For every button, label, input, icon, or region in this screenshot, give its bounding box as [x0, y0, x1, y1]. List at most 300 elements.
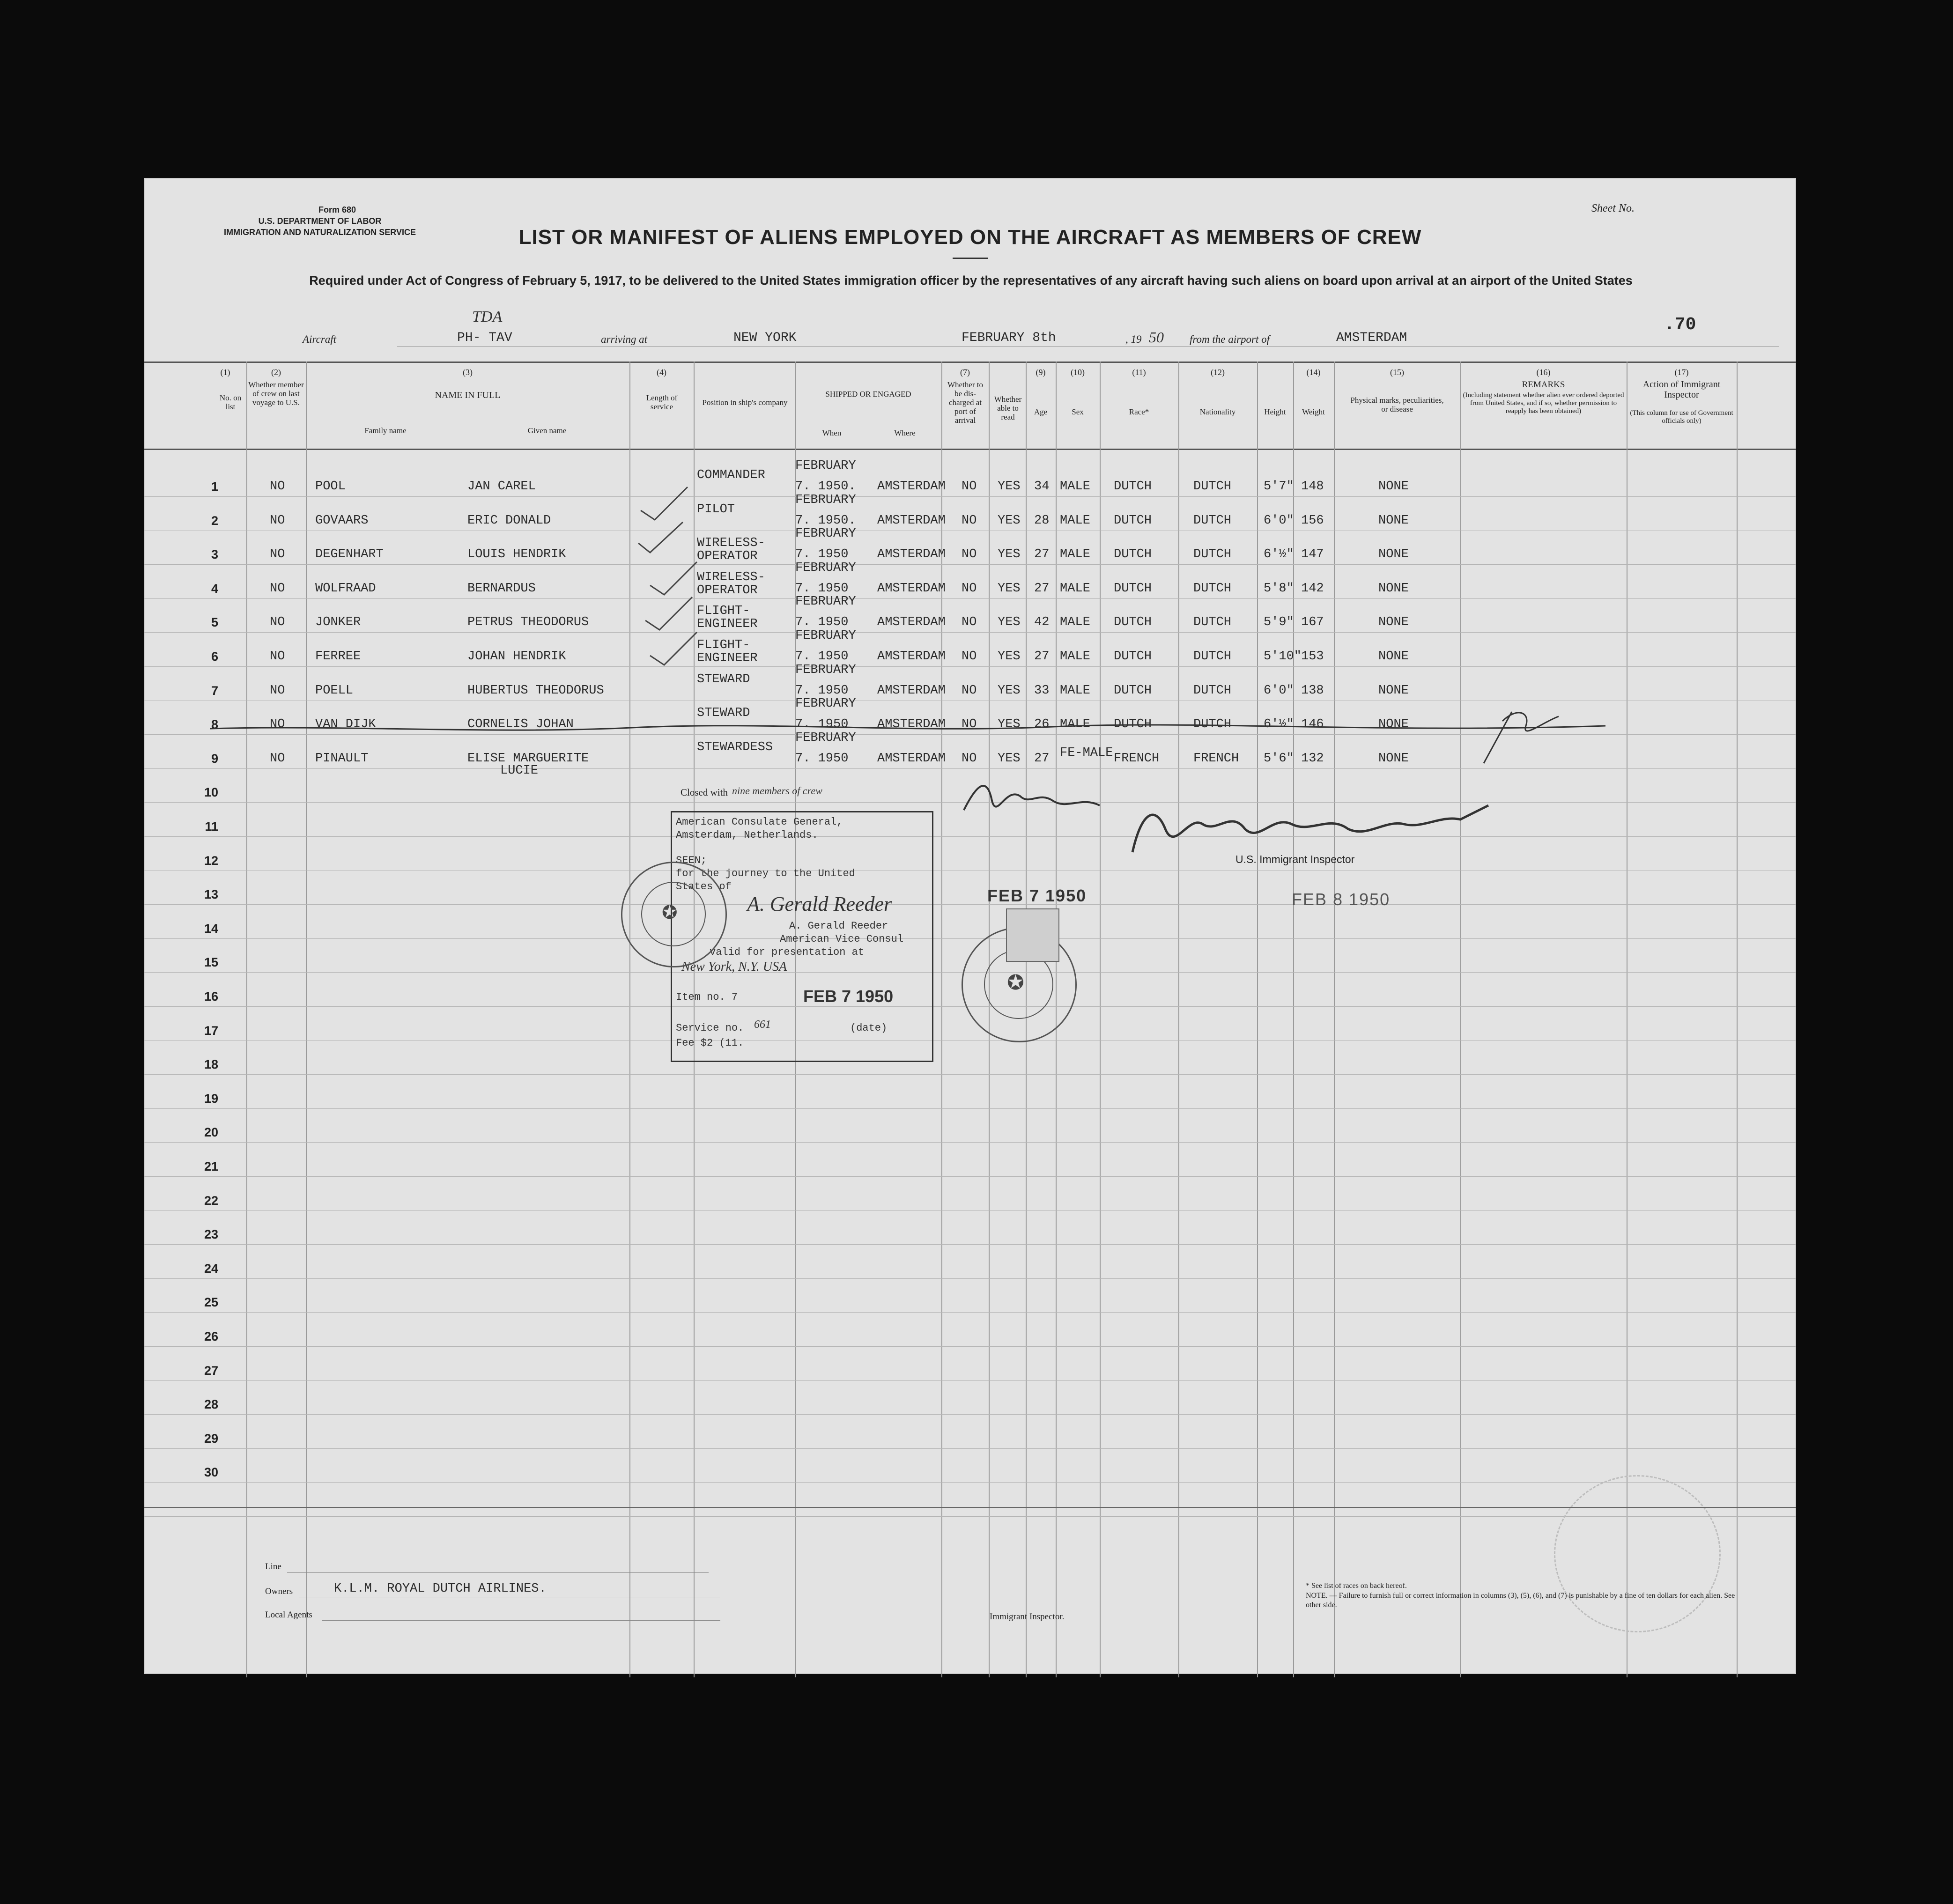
given-name: JAN CAREL [467, 480, 536, 494]
agents-label: Local Agents [265, 1610, 312, 1620]
shipped-where: AMSTERDAM [877, 615, 946, 630]
arriving-label: arriving at [601, 333, 648, 345]
able-to-read: YES [998, 751, 1021, 766]
sex: MALE [1060, 615, 1090, 630]
age: 34 [1034, 480, 1050, 494]
discharged: NO [962, 480, 977, 494]
age: 33 [1034, 683, 1050, 698]
row-number: 4 [211, 581, 218, 596]
col-separator [306, 362, 307, 1677]
consulate-seal [621, 862, 727, 967]
row-line [144, 904, 1796, 905]
sex: MALE [1060, 717, 1090, 732]
given-name: CORNELIS JOHAN [467, 717, 574, 732]
row-line [144, 496, 1796, 497]
position: STEWARDESS [697, 740, 773, 754]
col-12-number: (12) [1211, 368, 1225, 377]
document-title: LIST OR MANIFEST OF ALIENS EMPLOYED ON THE AIRCRAFT AS MEMBERS OF CREW [518, 226, 1422, 249]
col-17-note: (This column for use of Government officials only) [1630, 409, 1733, 425]
line-label: Line [265, 1562, 281, 1572]
row-number: 7 [211, 683, 218, 698]
race: DUTCH [1114, 513, 1152, 528]
weight: 132 [1301, 751, 1324, 766]
row-number: 8 [211, 717, 218, 732]
row-line [144, 1278, 1796, 1279]
family-name: GOVAARS [315, 513, 369, 528]
row-line [144, 666, 1796, 667]
sex: MALE [1060, 513, 1090, 528]
family-name: POELL [315, 683, 354, 698]
prev-voyage: NO [270, 649, 285, 664]
height: 5'6" [1264, 751, 1294, 766]
aircraft-label: Aircraft [303, 333, 336, 345]
shipped-where: AMSTERDAM [877, 547, 946, 562]
shipped-where: AMSTERDAM [877, 717, 946, 732]
row-line [144, 1482, 1796, 1483]
position: WIRELESS- [697, 536, 765, 551]
physical-marks: NONE [1378, 513, 1409, 528]
given-name: ELISE MARGUERITE [467, 751, 589, 766]
row-number: 25 [204, 1295, 218, 1310]
stamp-line: valid for presentation at [710, 946, 865, 958]
race: DUTCH [1114, 649, 1152, 664]
weight: 142 [1301, 581, 1324, 596]
race: DUTCH [1114, 683, 1152, 698]
row-number: 17 [204, 1023, 218, 1038]
stamp-line: Amsterdam, Netherlands. [676, 829, 818, 841]
weight: 146 [1301, 717, 1324, 732]
col-12-header: Nationality [1199, 407, 1236, 416]
col-separator [1178, 362, 1179, 1677]
shipped-when: FEBRUARY [795, 697, 856, 711]
physical-marks: NONE [1378, 547, 1409, 562]
footer-rule [144, 1507, 1796, 1508]
discharged: NO [962, 649, 977, 664]
col-17-header: Action of Immigrant Inspector [1642, 379, 1721, 400]
col-6a-header: When [822, 428, 842, 437]
col-7-number: (7) [960, 368, 970, 377]
position-cont: OPERATOR [697, 549, 758, 564]
position-cont: OPERATOR [697, 583, 758, 598]
age: 42 [1034, 615, 1050, 630]
shipped-when: FEBRUARY [795, 629, 856, 643]
col-17-number: (17) [1674, 368, 1689, 377]
family-name: PINAULT [315, 751, 369, 766]
weight: 156 [1301, 513, 1324, 528]
col-9-header: Age [1034, 407, 1048, 416]
col-2-header: Whether member of crew on last voyage to U.S. [248, 380, 304, 407]
position: FLIGHT- [697, 638, 750, 652]
row-line [144, 1516, 1796, 1517]
shipped-when: FEBRUARY [795, 459, 856, 473]
col-6-header: SHIPPED OR ENGAGED [825, 390, 911, 399]
col-14-number: (14) [1306, 368, 1321, 377]
position: PILOT [697, 502, 735, 517]
col-separator [1737, 362, 1738, 1677]
row-number: 30 [204, 1465, 218, 1480]
race: DUTCH [1114, 480, 1152, 494]
weight: 167 [1301, 615, 1324, 630]
row-line [144, 1176, 1796, 1177]
stamp-signer: A. Gerald Reeder [789, 920, 888, 932]
check-marks [631, 478, 706, 674]
sex: MALE [1060, 683, 1090, 698]
nationality: DUTCH [1193, 581, 1232, 596]
row-line [144, 938, 1796, 939]
col-9-number: (9) [1036, 368, 1046, 377]
col-10-header: Sex [1072, 407, 1084, 416]
given-name: BERNARDUS [467, 581, 536, 596]
remarks-scribble [1474, 693, 1568, 768]
stamp-fee: Fee $2 (11. [676, 1037, 744, 1049]
shipped-when: FEBRUARY [795, 731, 856, 745]
row-number: 3 [211, 547, 218, 562]
shipped-when: FEBRUARY [795, 561, 856, 575]
col-10-number: (10) [1071, 368, 1085, 377]
form-number: Form 680 [318, 205, 356, 214]
col-4-header: Length of service [646, 393, 678, 411]
able-to-read: YES [998, 513, 1021, 528]
family-name: POOL [315, 480, 346, 494]
physical-marks: NONE [1378, 480, 1409, 494]
col-separator [246, 362, 247, 1677]
title-underline [953, 258, 988, 259]
height: 5'10" [1264, 649, 1302, 664]
sex: MALE [1060, 547, 1090, 562]
col-separator [1100, 362, 1101, 1677]
height: 5'8" [1264, 581, 1294, 596]
row-number: 5 [211, 615, 218, 630]
races-footnote: * See list of races on back hereof. [1306, 1582, 1407, 1590]
position-cont: ENGINEER [697, 651, 758, 665]
col-1-number: (1) [220, 368, 230, 377]
aircraft-note: TDA [472, 308, 503, 325]
position: STEWARD [697, 706, 750, 721]
prev-voyage: NO [270, 717, 285, 732]
prev-voyage: NO [270, 513, 285, 528]
physical-marks: NONE [1378, 751, 1409, 766]
age: 27 [1034, 581, 1050, 596]
row-number: 22 [204, 1193, 218, 1208]
row-line [144, 1244, 1796, 1245]
row-line [144, 564, 1796, 565]
footer-inspector-label: Immigrant Inspector. [990, 1612, 1065, 1622]
col-16-number: (16) [1536, 368, 1551, 377]
col-13-header: Height [1264, 407, 1286, 416]
shipped-date: 7. 1950 [795, 615, 849, 630]
col-3-header: NAME IN FULL [435, 390, 501, 400]
height: 6'0" [1264, 683, 1294, 698]
prev-voyage: NO [270, 547, 285, 562]
sheet-number-label: Sheet No. [1591, 202, 1635, 214]
age: 28 [1034, 513, 1050, 528]
discharged: NO [962, 615, 977, 630]
row-8-strikethrough [210, 720, 1605, 739]
row-number: 16 [204, 989, 218, 1004]
race: DUTCH [1114, 547, 1152, 562]
closed-with-note: nine members of crew [732, 785, 822, 797]
row-line [144, 632, 1796, 633]
discharged: NO [962, 547, 977, 562]
given-name: PETRUS THEODORUS [467, 615, 589, 630]
nationality: DUTCH [1193, 513, 1232, 528]
shipped-date: 7. 1950 [795, 683, 849, 698]
row-line [144, 598, 1796, 599]
family-name: VAN DIJK [315, 717, 376, 732]
nationality: DUTCH [1193, 649, 1232, 664]
discharged: NO [962, 683, 977, 698]
physical-marks: NONE [1378, 717, 1409, 732]
row-line [144, 1210, 1796, 1211]
stamp-line: for the journey to the United [676, 868, 855, 879]
shipped-where: AMSTERDAM [877, 581, 946, 596]
line-underline [287, 1572, 709, 1573]
race: FRENCH [1114, 751, 1160, 766]
given-name: HUBERTUS THEODORUS [467, 683, 604, 698]
row-number: 28 [204, 1397, 218, 1412]
col-14-header: Weight [1302, 407, 1325, 416]
manifest-sheet [144, 178, 1796, 1674]
row-line [144, 1380, 1796, 1381]
shipped-date: 7. 1950. [795, 513, 856, 528]
arrival-date: FEBRUARY 8th [962, 331, 1056, 345]
prev-voyage: NO [270, 480, 285, 494]
col-11-header: Race* [1129, 407, 1149, 416]
row-number: 15 [204, 955, 218, 970]
col-11-number: (11) [1132, 368, 1146, 377]
nationality: FRENCH [1193, 751, 1239, 766]
stamp-service: Service no. [676, 1022, 744, 1034]
stamp-item: Item no. 7 [676, 991, 738, 1003]
row-number: 23 [204, 1227, 218, 1242]
weight: 148 [1301, 480, 1324, 494]
age: 26 [1034, 717, 1050, 732]
col-separator [1334, 362, 1335, 1677]
row-line [144, 1108, 1796, 1109]
header-top-rule [144, 362, 1796, 363]
prev-voyage: NO [270, 683, 285, 698]
row-number: 10 [204, 785, 218, 800]
shipped-when: FEBRUARY [795, 493, 856, 507]
sex: FE-MALE [1060, 745, 1113, 760]
age: 27 [1034, 649, 1050, 664]
departure-airport: AMSTERDAM [1336, 331, 1407, 345]
given-name: LOUIS HENDRIK [467, 547, 566, 562]
stamp-date-label: (date) [850, 1022, 888, 1034]
nationality: DUTCH [1193, 683, 1232, 698]
row-number: 18 [204, 1057, 218, 1072]
physical-marks: NONE [1378, 649, 1409, 664]
shipped-where: AMSTERDAM [877, 480, 946, 494]
stamp-service-value: 661 [754, 1018, 771, 1031]
shipped-date: 7. 1950 [795, 751, 849, 766]
col-separator [629, 362, 630, 1677]
col-5-header: Position in ship's company [702, 398, 788, 407]
row-line [144, 768, 1796, 769]
closed-with-label: Closed with [681, 787, 728, 798]
stamp-line: SEEN; [676, 855, 707, 866]
shipped-where: AMSTERDAM [877, 683, 946, 698]
arrival-date-stamp: FEB 8 1950 [1292, 890, 1391, 909]
able-to-read: YES [998, 480, 1021, 494]
col-4-number: (4) [657, 368, 666, 377]
col-8-header: Whether able to read [994, 395, 1022, 421]
row-line [144, 1448, 1796, 1449]
able-to-read: YES [998, 615, 1021, 630]
document-subtitle: Required under Act of Congress of February 5, 1917, to be delivered to the United States immigration officer by the representatives of any aircraft having such aliens on board upon arrival at an airport of the United States [309, 273, 1633, 288]
col-3b-header: Given name [527, 426, 567, 435]
stamp-signer-title: American Vice Consul [780, 933, 904, 945]
row-number: 29 [204, 1431, 218, 1446]
able-to-read: YES [998, 683, 1021, 698]
page-number: .70 [1664, 315, 1696, 335]
nationality: DUTCH [1193, 615, 1232, 630]
department-line: IMMIGRATION AND NATURALIZATION SERVICE [224, 228, 416, 237]
family-name: WOLFRAAD [315, 581, 376, 596]
family-name: FERREE [315, 649, 361, 664]
height: 6'0" [1264, 513, 1294, 528]
able-to-read: YES [998, 547, 1021, 562]
race: DUTCH [1114, 615, 1152, 630]
given-name-cont: LUCIE [500, 763, 539, 778]
row-number: 13 [204, 887, 218, 902]
shipped-where: AMSTERDAM [877, 751, 946, 766]
family-name: JONKER [315, 615, 361, 630]
weight: 147 [1301, 547, 1324, 562]
col-16-note: (Including statement whether alien ever ordered deported from United States, and if so, whether permission to reapply has been obtained) [1463, 391, 1624, 415]
stamp-line: States of [676, 881, 732, 893]
prev-voyage: NO [270, 615, 285, 630]
position: WIRELESS- [697, 570, 765, 584]
owners-label: Owners [265, 1587, 293, 1596]
row-line [144, 1346, 1796, 1347]
handwritten-initials [959, 773, 1109, 824]
row-number: 12 [204, 853, 218, 868]
col-15-header: Physical marks, peculiarities, or disease [1350, 396, 1444, 413]
stamp-item-date: FEB 7 1950 [803, 987, 894, 1006]
vice-consul-signature: A. Gerald Reeder [747, 893, 892, 915]
row-number: 11 [205, 819, 218, 834]
weight: 138 [1301, 683, 1324, 698]
age: 27 [1034, 547, 1050, 562]
col-15-number: (15) [1390, 368, 1404, 377]
col-16-header: REMARKS [1522, 380, 1565, 390]
race: DUTCH [1114, 717, 1152, 732]
owners-value: K.L.M. ROYAL DUTCH AIRLINES. [334, 1582, 547, 1596]
penalty-note: NOTE. — Failure to furnish full or correct information in columns (3), (5), (6), and (7) is punishable by a fine of ten dollars for each alien. See other side. [1306, 1592, 1735, 1609]
weight: 153 [1301, 649, 1324, 664]
agents-underline [322, 1620, 720, 1621]
stamp-line: American Consulate General, [676, 816, 843, 828]
sex: MALE [1060, 581, 1090, 596]
able-to-read: YES [998, 717, 1021, 732]
inspector-signature [1123, 796, 1498, 862]
row-number: 1 [211, 480, 218, 494]
family-name: DEGENHART [315, 547, 384, 562]
department-line: U.S. DEPARTMENT OF LABOR [258, 216, 382, 226]
col-2-number: (2) [271, 368, 281, 377]
col-separator [1460, 362, 1461, 1677]
discharged: NO [962, 581, 977, 596]
physical-marks: NONE [1378, 683, 1409, 698]
inspector-label: U.S. Immigrant Inspector [1235, 853, 1355, 865]
position: COMMANDER [697, 468, 765, 482]
nationality: DUTCH [1193, 480, 1232, 494]
row-line [144, 1142, 1796, 1143]
nationality: DUTCH [1193, 547, 1232, 562]
row-number: 20 [204, 1125, 218, 1140]
shipped-date: 7. 1950 [795, 581, 849, 596]
prev-voyage: NO [270, 751, 285, 766]
row-number: 21 [204, 1159, 218, 1173]
row-number: 6 [211, 649, 218, 664]
col-3a-header: Family name [364, 426, 407, 435]
row-number: 24 [204, 1261, 218, 1276]
height: 5'9" [1264, 615, 1294, 630]
discharged: NO [962, 513, 977, 528]
given-name: JOHAN HENDRIK [467, 649, 566, 664]
height: 6'½" [1264, 717, 1294, 732]
row-number: 19 [204, 1091, 218, 1106]
stamp-valid-place: New York, N.Y. USA [681, 959, 787, 974]
row-number: 27 [204, 1363, 218, 1378]
position: STEWARD [697, 672, 750, 686]
shipped-date: 7. 1950 [795, 547, 849, 562]
sex: MALE [1060, 480, 1090, 494]
shipped-when: FEBRUARY [795, 527, 856, 541]
col-1-header: No. on list [219, 393, 242, 411]
col-6b-header: Where [894, 428, 916, 437]
sex: MALE [1060, 649, 1090, 664]
nationality: DUTCH [1193, 717, 1232, 732]
shipped-date: 7. 1950 [795, 649, 849, 664]
race: DUTCH [1114, 581, 1152, 596]
height: 6'½" [1264, 547, 1294, 562]
position-cont: ENGINEER [697, 617, 758, 632]
row-line [144, 1074, 1796, 1075]
discharged: NO [962, 751, 977, 766]
row-number: 9 [211, 751, 218, 766]
row-number: 2 [211, 513, 218, 528]
able-to-read: YES [998, 649, 1021, 664]
shipped-date: 7. 1950. [795, 480, 856, 494]
col-3-number: (3) [463, 368, 473, 377]
row-number: 26 [204, 1329, 218, 1343]
row-number: 14 [204, 921, 218, 936]
prev-voyage: NO [270, 581, 285, 596]
height: 5'7" [1264, 480, 1294, 494]
position: FLIGHT- [697, 604, 750, 619]
header-bottom-rule [144, 449, 1796, 450]
discharged: NO [962, 717, 977, 732]
year-prefix: , 19 [1125, 333, 1142, 345]
eagle-icon: ✪ [1007, 971, 1024, 994]
departure-date-stamp: FEB 7 1950 [987, 886, 1087, 905]
row-line [144, 1414, 1796, 1415]
from-airport-label: from the airport of [1190, 333, 1270, 345]
shipped-date: 7. 1950 [795, 717, 849, 732]
able-to-read: YES [998, 581, 1021, 596]
fee-stamp [1006, 908, 1059, 962]
eagle-icon: ✪ [662, 902, 678, 923]
row-line [144, 1312, 1796, 1313]
shipped-when: FEBRUARY [795, 595, 856, 609]
shipped-when: FEBRUARY [795, 663, 856, 677]
physical-marks: NONE [1378, 581, 1409, 596]
year-suffix: 50 [1149, 329, 1164, 346]
arrival-city: NEW YORK [733, 331, 797, 345]
col-7-header: Whether to be dis-charged at port of arrival [947, 380, 983, 425]
